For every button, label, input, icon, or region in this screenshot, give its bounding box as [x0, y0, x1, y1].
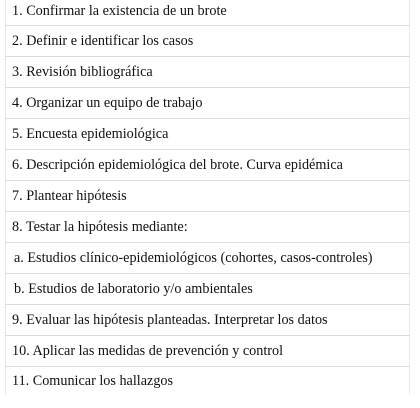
step-cell: 3. Revisión bibliográfica — [6, 57, 410, 88]
step-cell: 11. Comunicar los hallazgos — [6, 367, 410, 396]
step-cell: 1. Confirmar la existencia de un brote — [6, 0, 410, 26]
table-row — [6, 367, 410, 396]
step-cell: 10. Aplicar las medidas de prevención y control — [6, 336, 410, 367]
table-row — [6, 57, 410, 88]
outbreak-steps-table — [5, 0, 410, 395]
table-row — [6, 274, 410, 305]
step-cell: 8. Testar la hipótesis mediante: — [6, 212, 410, 243]
substep-cell: b. Estudios de laboratorio y/o ambientales — [6, 274, 410, 305]
table-row — [6, 26, 410, 57]
step-cell: 7. Plantear hipótesis — [6, 181, 410, 212]
step-cell: 9. Evaluar las hipótesis planteadas. Interpretar los datos — [6, 305, 410, 336]
table-row — [6, 212, 410, 243]
step-cell: 6. Descripción epidemiológica del brote. Curva epidémica — [6, 150, 410, 181]
table-row — [6, 181, 410, 212]
step-cell: 4. Organizar un equipo de trabajo — [6, 88, 410, 119]
table-row — [6, 0, 410, 26]
table-row — [6, 150, 410, 181]
table-row — [6, 336, 410, 367]
step-cell: 5. Encuesta epidemiológica — [6, 119, 410, 150]
table-row — [6, 305, 410, 336]
table-row — [6, 88, 410, 119]
table-row — [6, 243, 410, 274]
table-row — [6, 119, 410, 150]
step-cell: 2. Definir e identificar los casos — [6, 26, 410, 57]
substep-cell: a. Estudios clínico-epidemiológicos (cohortes, casos-controles) — [6, 243, 410, 274]
